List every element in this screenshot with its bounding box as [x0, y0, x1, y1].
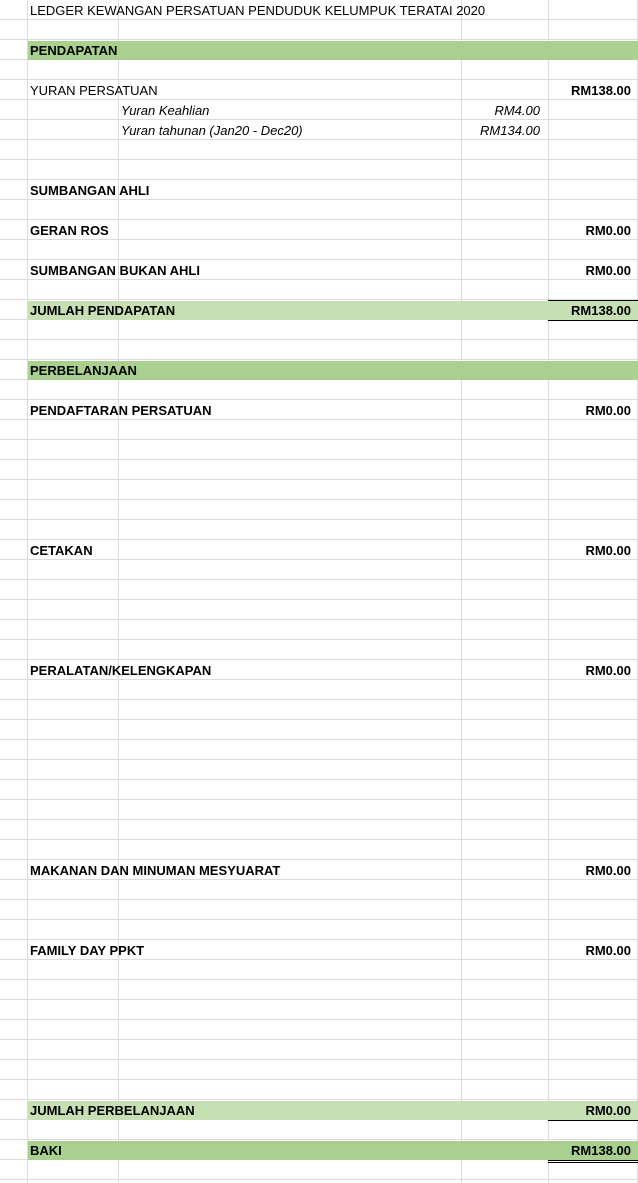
grid-row [0, 760, 638, 780]
grid-row [0, 140, 638, 160]
grid-row [0, 460, 638, 480]
income-header-band [28, 41, 638, 60]
geran-ros-label: GERAN ROS [30, 223, 109, 238]
grid-row [0, 920, 638, 940]
grid-row [0, 900, 638, 920]
expense-item-amount: RM0.00 [585, 403, 631, 418]
expense-item-label: PERALATAN/KELENGKAPAN [30, 663, 212, 678]
grid-row [0, 740, 638, 760]
grid-row [0, 620, 638, 640]
grid-row [0, 60, 638, 80]
yuran-keahlian-amount: RM4.00 [494, 103, 540, 118]
jumlah-pendapatan-label: JUMLAH PENDAPATAN [30, 303, 176, 318]
grid-row [0, 840, 638, 860]
grid-row [0, 240, 638, 260]
yuran-tahunan-label: Yuran tahunan (Jan20 - Dec20) [121, 123, 303, 138]
baki-label: BAKI [30, 1143, 62, 1158]
expense-item-label: FAMILY DAY PPKT [30, 943, 145, 958]
expense-item-amount: RM0.00 [585, 863, 631, 878]
grid-row [0, 1040, 638, 1060]
grid-row [0, 520, 638, 540]
ledger-title: LEDGER KEWANGAN PERSATUAN PENDUDUK KELUMPUK TERATAI 2020 [30, 3, 486, 18]
jumlah-pendapatan-amount: RM138.00 [571, 303, 631, 318]
grid-row [0, 1020, 638, 1040]
expense-item-amount: RM0.00 [585, 663, 631, 678]
geran-ros-amount: RM0.00 [585, 223, 631, 238]
yuran-persatuan-amount: RM138.00 [571, 83, 631, 98]
grid-row [0, 540, 638, 560]
jumlah-perbelanjaan-amount: RM0.00 [585, 1103, 631, 1118]
grid-row [0, 480, 638, 500]
grid-row [0, 500, 638, 520]
jumlah-perbelanjaan-label: JUMLAH PERBELANJAAN [30, 1103, 195, 1118]
sumbangan-bukan-ahli-label: SUMBANGAN BUKAN AHLI [30, 263, 200, 278]
grid-row [0, 1000, 638, 1020]
grid-row [0, 280, 638, 300]
grid-row [0, 820, 638, 840]
grid-row [0, 600, 638, 620]
grid-row [0, 1160, 638, 1180]
grid-row [0, 1060, 638, 1080]
grid-row [0, 980, 638, 1000]
grid-row [0, 700, 638, 720]
expense-item-label: PENDAFTARAN PERSATUAN [30, 403, 212, 418]
grid-row [0, 580, 638, 600]
grid-row [0, 380, 638, 400]
grid-row [0, 640, 638, 660]
grid-row [0, 160, 638, 180]
income-header: PENDAPATAN [30, 43, 118, 58]
baki-amount: RM138.00 [571, 1143, 631, 1158]
grid-row [0, 1120, 638, 1140]
sumbangan-ahli-label: SUMBANGAN AHLI [30, 183, 150, 198]
grid-row [0, 320, 638, 340]
grid-row [0, 340, 638, 360]
grid-row [0, 200, 638, 220]
grid-row [0, 680, 638, 700]
sumbangan-bukan-ahli-amount: RM0.00 [585, 263, 631, 278]
grid-row [0, 960, 638, 980]
grid-row [0, 880, 638, 900]
grid-row [0, 100, 638, 120]
expense-item-label: MAKANAN DAN MINUMAN MESYUARAT [30, 863, 281, 878]
grid-row [0, 20, 638, 40]
balance-double-border [548, 1162, 638, 1163]
grid-row [0, 120, 638, 140]
grid-row [0, 440, 638, 460]
grid-row [0, 720, 638, 740]
grid-row [0, 560, 638, 580]
yuran-keahlian-label: Yuran Keahlian [121, 103, 210, 118]
balance-band [28, 1141, 638, 1160]
expense-item-amount: RM0.00 [585, 943, 631, 958]
expense-item-label: CETAKAN [30, 543, 93, 558]
expense-item-amount: RM0.00 [585, 543, 631, 558]
grid-row [0, 1080, 638, 1100]
grid-row [0, 800, 638, 820]
yuran-persatuan-label: YURAN PERSATUAN [30, 83, 158, 98]
grid-row [0, 780, 638, 800]
yuran-tahunan-amount: RM134.00 [480, 123, 540, 138]
expense-header: PERBELANJAAN [30, 363, 137, 378]
grid-row [0, 420, 638, 440]
